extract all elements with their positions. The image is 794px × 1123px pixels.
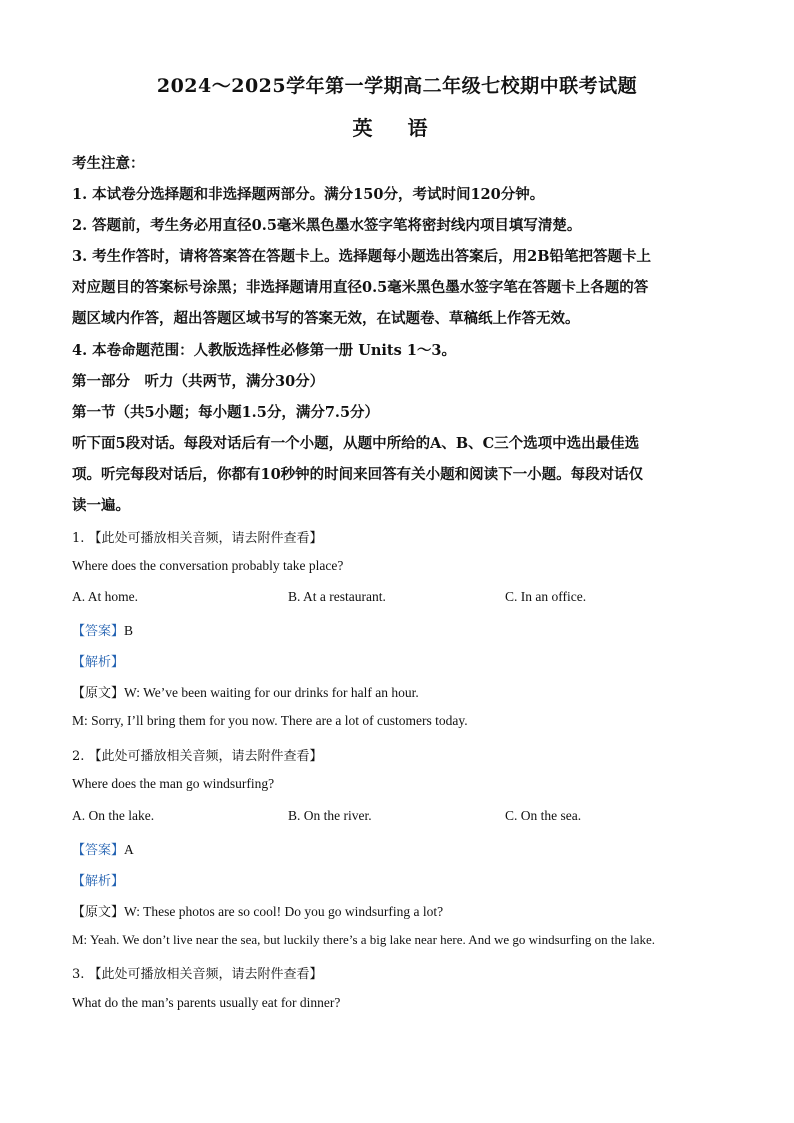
q3-audio-link[interactable]: 3. 【此处可播放相关音频，请去附件查看】 [72, 967, 323, 982]
instructions-line-1: 听下面5段对话。每段对话后有一个小题，从题中所给的A、B、C三个选项中选出最佳选 [72, 435, 640, 452]
q1-answer [72, 620, 722, 639]
note-4: 4. 本卷命题范围：人教版选择性必修第一册 Units 1～3。 [72, 342, 457, 359]
q2-option-a: A. On the lake. [72, 808, 155, 823]
q1-option-c: C. In an office. [505, 589, 587, 604]
q1-answer-value: B [124, 623, 134, 638]
subject-title: 英 语 [352, 116, 442, 140]
part1-heading: 第一部分 听力（共两节，满分30分） [72, 373, 325, 390]
q1-transcript-label: 【原文】 [72, 686, 125, 701]
q2-answer-label: 【答案】 [72, 843, 125, 858]
q2-transcript-m: M: Yeah. We don’t live near the sea, but luckily there’s a big lake near here. And we go windsurfing on the lake. [72, 932, 655, 947]
q2-transcript-w-text: W: These photos are so cool! Do you go windsurfing a lot? [124, 904, 444, 919]
q1-transcript-w [72, 682, 722, 701]
q2-analysis-label: 【解析】 [72, 874, 125, 889]
instructions-line-2: 项。听完每段对话后，你都有10秒钟的时间来回答有关小题和阅读下一小题。每段对话仅 [72, 466, 644, 483]
q2-answer-value: A [124, 842, 134, 857]
q1-option-a: A. At home. [72, 589, 138, 604]
note-3a: 3. 考生作答时，请将答案答在答题卡上。选择题每小题选出答案后，用2B铅笔把答题卡上 [72, 248, 652, 265]
q1-transcript-w-text: W: We’ve been waiting for our drinks for half an hour. [124, 685, 419, 700]
q2-transcript-label: 【原文】 [72, 905, 125, 920]
q2-option-c: C. On the sea. [505, 808, 582, 823]
section1-heading: 第一节（共5小题；每小题1.5分，满分7.5分） [72, 404, 380, 421]
q1-audio-link[interactable]: 1. 【此处可播放相关音频，请去附件查看】 [72, 531, 323, 546]
q1-option-b: B. At a restaurant. [288, 589, 386, 604]
q1-transcript-m: M: Sorry, I’ll bring them for you now. There are a lot of customers today. [72, 713, 468, 728]
q2-audio-link[interactable]: 2. 【此处可播放相关音频，请去附件查看】 [72, 749, 323, 764]
q2-option-b: B. On the river. [288, 808, 372, 823]
q2-stem: Where does the man go windsurfing? [72, 776, 275, 791]
instructions-line-3: 读一遍。 [72, 497, 130, 514]
note-1: 1. 本试卷分选择题和非选择题两部分。满分150分，考试时间120分钟。 [72, 186, 545, 203]
q2-transcript-w [72, 901, 722, 920]
q2-answer [72, 839, 722, 858]
q1-stem: Where does the conversation probably take place? [72, 558, 344, 573]
q1-analysis-label: 【解析】 [72, 655, 125, 670]
notes-heading: 考生注意： [72, 155, 145, 172]
exam-title: 2024～2025学年第一学期高二年级七校期中联考试题 [156, 75, 638, 97]
note-2: 2. 答题前，考生务必用直径0.5毫米黑色墨水签字笔将密封线内项目填写清楚。 [72, 217, 582, 234]
q3-stem: What do the man’s parents usually eat for dinner? [72, 995, 341, 1010]
note-3b: 对应题目的答案标号涂黑；非选择题请用直径0.5毫米黑色墨水签字笔在答题卡上各题的答 [72, 279, 649, 296]
q1-answer-label: 【答案】 [72, 624, 125, 639]
note-3c: 题区域内作答，超出答题区域书写的答案无效，在试题卷、草稿纸上作答无效。 [72, 310, 580, 327]
